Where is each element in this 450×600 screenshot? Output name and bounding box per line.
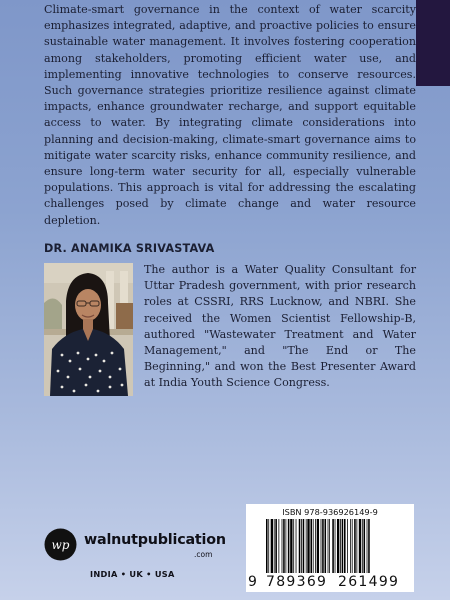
publisher-block [44, 528, 234, 588]
corner-color-band [416, 0, 450, 86]
author-bio: The author is a Water Quality Consultant for Uttar Pradesh government, with prior research roles at CSSRI, RRS Lucknow, and NBRI. She received the Women Scientist Fellowship-B, authored "Wastewater Treatment and Water Management," and "The End or The Beginning," and won the Best Presenter Award at India Youth Science Congress. [144, 263, 416, 390]
isbn-barcode [246, 504, 414, 592]
isbn-label: ISBN 978-936926149-9 [282, 507, 378, 517]
publisher-domain: .com [194, 550, 213, 559]
author-photo [44, 263, 133, 396]
barcode-digits-left: 789369 [266, 574, 328, 590]
back-cover-blurb: Climate-smart governance in the context of water scarcity emphasizes integrated, adaptive, and proactive policies to ensure sustainable water management. It involves fostering cooperation among stakeholders, promoting efficient water use, and implementing innovative technologies to conserve resources. Such governance strategies prioritize resilience against climate impacts, enhance groundwater recharge, and support equitable access to water. By integrating climate considerations into planning and decision-making, climate-smart governance aims to mitigate water scarcity risks, enhance community resilience, and ensure long-term water security for all, especially vulnerable populations. This approach is vital for addressing the escalating challenges posed by climate change and water resource depletion. [44, 3, 416, 227]
author-portrait-illustration [44, 263, 133, 396]
author-name: DR. ANAMIKA SRIVASTAVA [44, 242, 215, 255]
logo-mark-text: wp [51, 538, 70, 552]
publisher-logo [44, 528, 77, 561]
barcode-digits [246, 574, 414, 590]
walnut-logo-icon [44, 528, 77, 561]
barcode-bars [258, 519, 408, 577]
barcode-digits-right: 261499 [338, 574, 400, 590]
barcode-lead-digit: 9 [248, 574, 257, 590]
publisher-locations: INDIA • UK • USA [90, 569, 175, 579]
publisher-name: walnutpublication [84, 532, 226, 548]
